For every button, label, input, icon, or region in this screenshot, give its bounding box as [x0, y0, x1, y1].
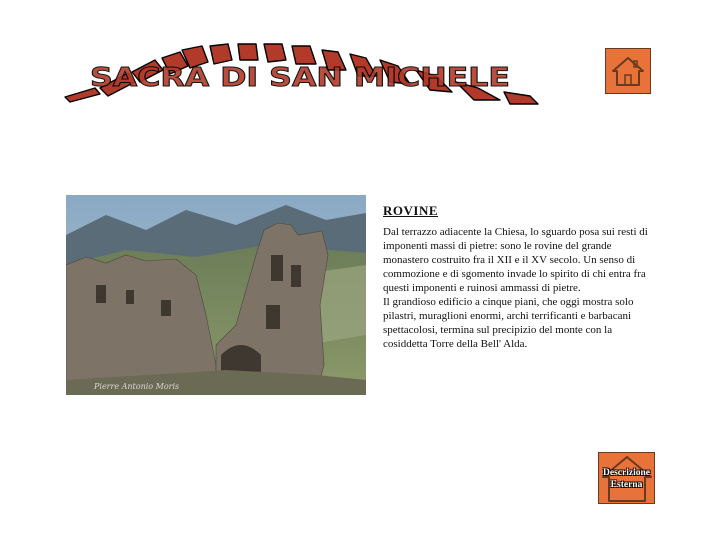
description-button-label: Descrizione Esterna — [603, 468, 650, 490]
svg-text:SACRA DI SAN MICHELE: SACRA DI SAN MICHELE — [90, 63, 510, 93]
description-text — [383, 225, 653, 351]
ruins-photo — [66, 195, 366, 395]
home-button[interactable] — [605, 48, 651, 94]
section-title: ROVINE — [383, 203, 439, 218]
paragraph-1: Dal terrazzo adiacente la Chiesa, lo sguardo posa sui resti di imponenti massi di pietre: sono le rovine del grande monastero costruito fra il XII e il XV secolo. Un senso di commozione e di sgomento invade lo spirito di chi entra fra questi imponenti e ruinosi ammassi di pietre. — [383, 226, 648, 294]
home-icon — [611, 54, 645, 88]
title-wordart — [60, 40, 540, 110]
svg-text:Pierre Antonio Moris: Pierre Antonio Moris — [94, 382, 180, 391]
external-description-button[interactable] — [598, 452, 655, 504]
paragraph-2: Il grandioso edificio a cinque piani, che oggi mostra solo pilastri, muraglioni enormi, archi terrificanti e barbacani spettacolosi, termina sul precipizio del monte con la cosiddetta Torre della Bell' Alda. — [383, 296, 634, 350]
